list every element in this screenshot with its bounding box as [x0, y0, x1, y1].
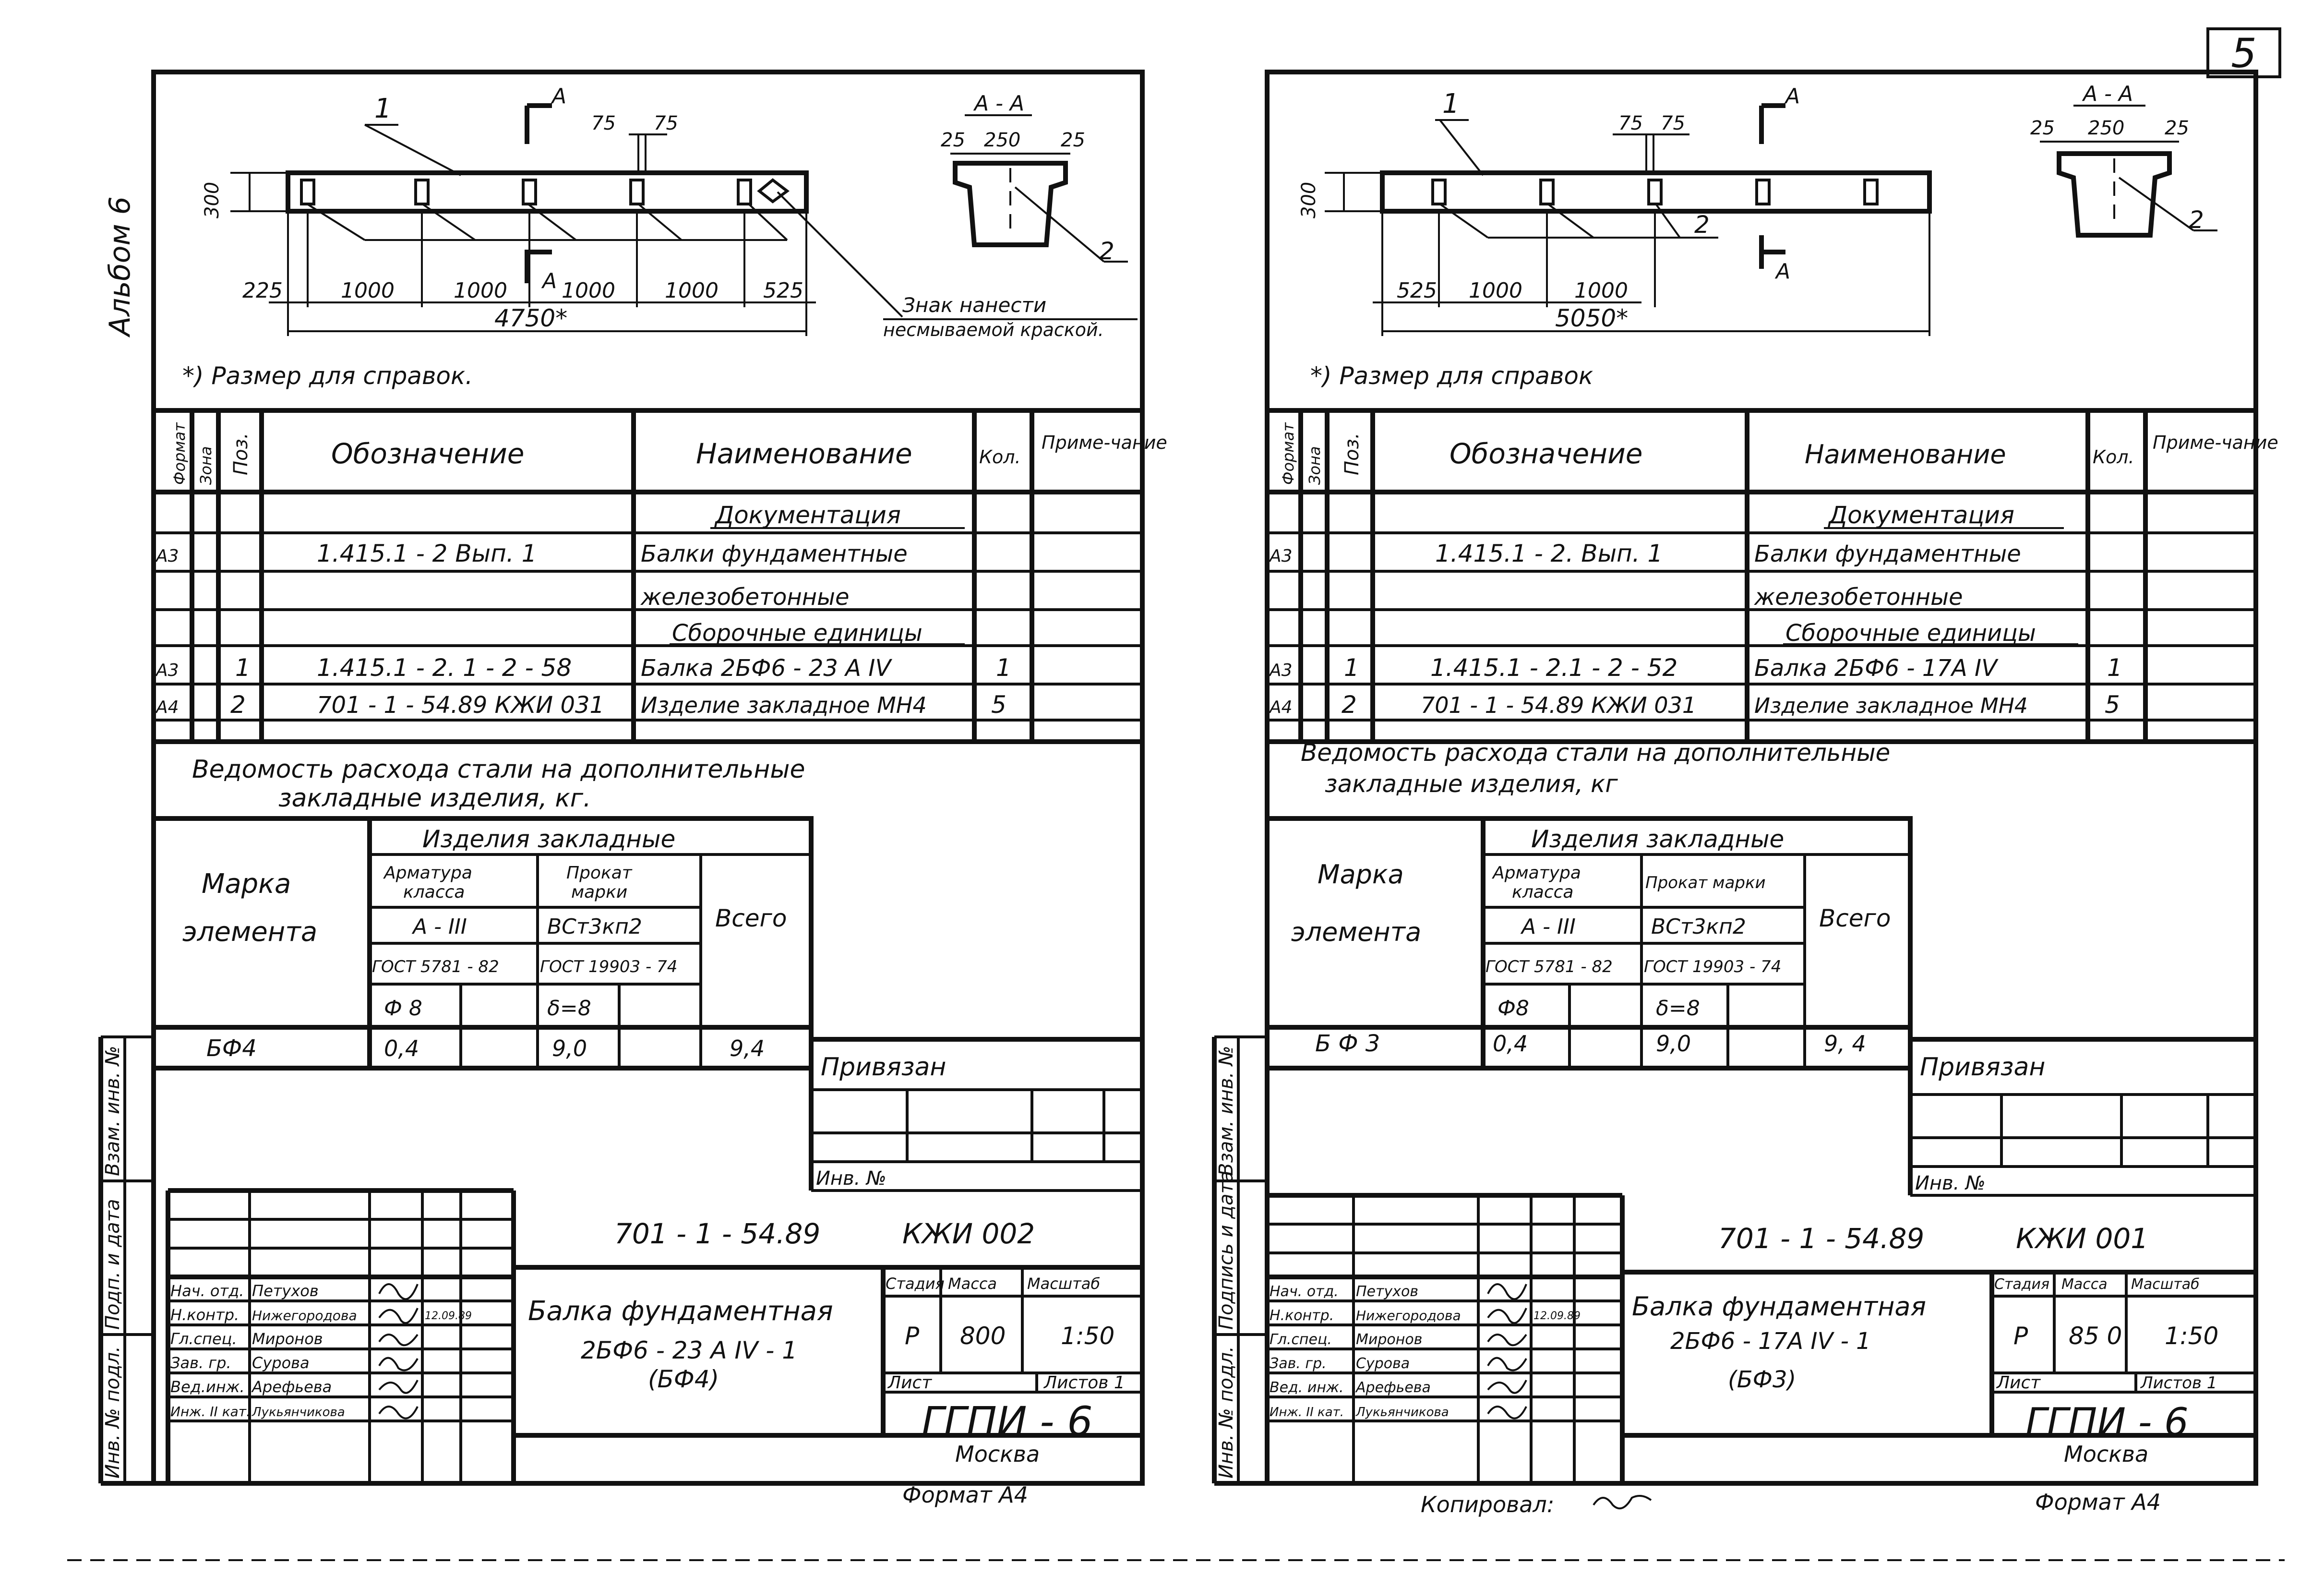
right-steel-total-val: 9, 4 — [1824, 1031, 1866, 1057]
right-stamp-org: ГГПИ - 6 — [2025, 1400, 2189, 1444]
left-section-pos: 2 — [1099, 237, 1114, 265]
right-spec-row-2-name: Балки фундаментные — [1754, 541, 2021, 567]
left-steel-title-2: закладные изделия, кг. — [278, 784, 591, 813]
left-binding-block — [811, 1039, 1142, 1191]
left-note-ref: *) Размер для справок. — [182, 362, 473, 390]
left-steel-rebar-val: 0,4 — [384, 1035, 419, 1061]
left-spec-row-5-designation: 1.415.1 - 2. 1 - 2 - 58 — [317, 654, 572, 682]
left-steel-title-1: Ведомость расхода стали на дополнительные — [192, 755, 805, 784]
right-stamp-sheet-h: Лист — [1997, 1373, 2041, 1393]
left-dim-bottom-1: 225 — [242, 278, 283, 303]
left-steel-total-val: 9,4 — [730, 1035, 765, 1061]
right-spec-header-note: Приме-чание — [2153, 432, 2278, 453]
left-warning-2: несмываемой краской. — [883, 319, 1104, 340]
left-spec-row-5-format: А3 — [156, 661, 179, 680]
right-copied-signature — [1593, 1496, 1651, 1508]
right-stamp-name-2: Нижегородова — [1356, 1308, 1461, 1323]
left-steel-profile-grade: ВСт3кп2 — [547, 914, 642, 939]
right-section-dim-2: 250 — [2088, 117, 2125, 139]
right-spacing-top-2: 75 — [1661, 112, 1685, 134]
right-title-block — [1267, 1195, 2256, 1517]
left-sheet — [101, 72, 1167, 1508]
right-dim-bottom-1: 525 — [1397, 278, 1437, 303]
right-stamp-name-4: Сурова — [1356, 1355, 1410, 1372]
left-stamp-name-2: Нижегородова — [252, 1308, 357, 1323]
left-stamp-title-3: (БФ4) — [648, 1365, 719, 1393]
right-dim-bottom-3: 1000 — [1574, 278, 1628, 303]
right-spec-row-2-format: А3 — [1270, 546, 1293, 566]
left-stamp-format: Формат А4 — [902, 1482, 1028, 1508]
right-steel-rebar-val: 0,4 — [1493, 1031, 1528, 1057]
right-embedded-plates — [1433, 180, 1877, 204]
left-part-label: 1 — [374, 93, 392, 124]
right-steel-total-label: Всего — [1819, 904, 1891, 932]
left-spec-row-5-pos: 1 — [235, 654, 251, 682]
left-steel-group-label: Изделия закладные — [422, 825, 676, 853]
right-spec-row-6-name: Изделие закладное МН4 — [1754, 694, 2028, 718]
left-spec-header-name: Наименование — [696, 437, 912, 470]
right-spec-header-pos: Поз. — [1341, 433, 1363, 475]
right-stamp-copied: Копировал: — [1421, 1492, 1555, 1517]
right-steel-mark: Б Ф 3 — [1315, 1030, 1380, 1057]
left-spec-row-3-name: железобетонные — [641, 584, 850, 611]
right-steel-rebar-size: Ф8 — [1497, 996, 1529, 1021]
right-stamp-doc: КЖИ 001 — [2016, 1222, 2149, 1255]
right-steel-title-2: закладные изделия, кг — [1325, 770, 1618, 798]
right-spec-table — [1267, 410, 2278, 742]
right-spacing-top-1: 75 — [1618, 112, 1643, 134]
right-stamp-format: Формат А4 — [2035, 1489, 2161, 1515]
right-steel-rebar-label-2: класса — [1512, 882, 1574, 902]
right-stamp-date: 12.09.89 — [1533, 1310, 1581, 1322]
right-spec-row-3-name: железобетонные — [1754, 584, 1963, 611]
right-spec-row-6-designation: 701 - 1 - 54.89 КЖИ 031 — [1421, 692, 1697, 718]
left-side-label-swap: Взам. инв. № — [102, 1046, 124, 1176]
right-spec-header-name: Наименование — [1805, 439, 2006, 469]
left-embedded-plates — [301, 180, 751, 204]
right-section-view — [2030, 82, 2217, 235]
right-side-label-swap: Взам. инв. № — [1215, 1046, 1237, 1176]
right-spec-row-5-format: А3 — [1270, 661, 1293, 680]
left-title-block — [168, 1191, 1142, 1508]
right-spec-row-6-format: А4 — [1270, 698, 1293, 717]
left-stamp-role-1: Нач. отд. — [170, 1282, 244, 1300]
left-stamp-name-5: Арефьева — [252, 1378, 332, 1396]
left-spec-row-6-designation: 701 - 1 - 54.89 КЖИ 031 — [317, 692, 605, 719]
left-spec-table — [154, 410, 1167, 742]
left-steel-mark: БФ4 — [206, 1035, 257, 1062]
left-beam-body — [288, 173, 806, 211]
left-stamp-org: ГГПИ - 6 — [922, 1398, 1093, 1445]
right-weld-label: 2 — [1694, 211, 1710, 239]
right-stamp-name-6: Лукьянчикова — [1356, 1405, 1449, 1420]
right-stamp-role-3: Гл.спец. — [1270, 1331, 1332, 1348]
right-dim-height: 300 — [1298, 181, 1320, 218]
left-stamp-name-4: Сурова — [252, 1354, 310, 1372]
left-spec-row-2-designation: 1.415.1 - 2 Вып. 1 — [317, 540, 537, 567]
right-steel-rebar-gost: ГОСТ 5781 - 82 — [1485, 957, 1613, 976]
right-steel-profile-gost: ГОСТ 19903 - 74 — [1644, 957, 1782, 976]
right-sheet — [1214, 72, 2278, 1517]
left-dim-bottom-2: 1000 — [341, 278, 395, 303]
right-steel-rebar-label-1: Арматура — [1493, 863, 1581, 883]
right-steel-rebar-class: А - III — [1521, 914, 1576, 939]
right-part-label: 1 — [1442, 88, 1460, 120]
right-section-title: А - А — [2083, 82, 2133, 106]
left-side-label-inv: Инв. № подл. — [102, 1346, 124, 1479]
left-section-view — [941, 91, 1128, 265]
left-stamp-role-3: Гл.спец. — [170, 1330, 237, 1348]
left-spec-row-6-name: Изделие закладное МН4 — [641, 692, 927, 718]
right-steel-title-1: Ведомость расхода стали на дополнительные — [1301, 739, 1891, 767]
left-dim-bottom-4: 1000 — [562, 278, 615, 303]
right-stamp-name-5: Арефьева — [1356, 1379, 1431, 1396]
album-label: Альбом 6 — [103, 196, 137, 336]
left-steel-rebar-gost: ГОСТ 5781 - 82 — [372, 957, 499, 976]
right-spec-row-5-name: Балка 2БФ6 - 17А IV — [1754, 655, 1998, 682]
right-stamp-role-2: Н.контр. — [1270, 1307, 1334, 1324]
right-spec-row-1-name: Документация — [1829, 501, 2014, 529]
left-steel-profile-val: 9,0 — [552, 1035, 587, 1061]
left-section-mark-bottom: А — [542, 269, 557, 293]
left-section-title: А - А — [974, 91, 1025, 116]
right-spec-row-5-pos: 1 — [1344, 654, 1359, 682]
right-section-dim-3: 25 — [2165, 117, 2189, 139]
right-spec-header-zone: Зона — [1306, 446, 1324, 485]
left-stamp-name-3: Миронов — [252, 1330, 323, 1348]
right-steel-profile-size: δ=8 — [1656, 996, 1700, 1021]
right-stamp-title-1: Балка фундаментная — [1632, 1291, 1926, 1322]
right-steel-group-label: Изделия закладные — [1531, 825, 1785, 853]
right-spec-row-4-name: Сборочные единицы — [1785, 620, 2036, 647]
right-section-pos: 2 — [2189, 206, 2204, 234]
right-dim-bottom-2: 1000 — [1469, 278, 1522, 303]
right-note-ref: *) Размер для справок — [1310, 362, 1593, 390]
right-side-label-sign: Подпись и дата — [1215, 1170, 1237, 1330]
left-stamp-city: Москва — [955, 1441, 1040, 1467]
right-steel-element-label-1: Марка — [1318, 859, 1404, 890]
left-spec-row-2-name: Балки фундаментные — [641, 541, 908, 567]
right-stamp-role-1: Нач. отд. — [1270, 1283, 1339, 1300]
left-spec-header-qty: Кол. — [979, 446, 1021, 468]
left-stamp-stage: Р — [905, 1322, 920, 1350]
left-dim-bottom-5: 1000 — [665, 278, 719, 303]
left-stamp-role-5: Вед.инж. — [170, 1378, 245, 1396]
left-stamp-code: 701 - 1 - 54.89 — [614, 1217, 821, 1250]
left-spec-row-2-format: А3 — [156, 546, 179, 566]
right-stamp-sheets-h: Листов 1 — [2141, 1373, 2217, 1393]
left-steel-profile-size: δ=8 — [547, 996, 591, 1021]
left-binding-inv: Инв. № — [816, 1167, 886, 1190]
right-stamp-stage-h: Стадия — [1994, 1276, 2050, 1293]
right-spec-row-2-designation: 1.415.1 - 2. Вып. 1 — [1435, 540, 1663, 567]
right-spec-header-designation: Обозначение — [1450, 437, 1643, 470]
right-stamp-stage: Р — [2013, 1322, 2028, 1350]
left-spec-row-5-qty: 1 — [996, 654, 1011, 682]
left-spec-header-designation: Обозначение — [331, 437, 525, 470]
left-spec-header-format: Формат — [170, 422, 189, 485]
left-spec-row-6-qty: 5 — [991, 691, 1006, 719]
right-binding-block — [1910, 1039, 2256, 1195]
right-spec-row-6-qty: 5 — [2105, 691, 2120, 719]
left-steel-rebar-class: А - III — [413, 914, 467, 939]
left-section-dim-1: 25 — [941, 129, 965, 151]
left-steel-element-label-2: элемента — [182, 916, 318, 948]
right-section-dim-1: 25 — [2030, 117, 2055, 139]
right-side-label-inv: Инв. № подл. — [1215, 1346, 1237, 1479]
left-total-length: 4750* — [494, 304, 568, 332]
right-total-length: 5050* — [1555, 304, 1629, 332]
left-steel-profile-label-1: Прокат — [566, 863, 632, 883]
left-steel-rebar-size: Ф 8 — [384, 996, 422, 1021]
right-stamp-role-5: Вед. инж. — [1270, 1379, 1344, 1396]
left-stamp-date: 12.09.89 — [425, 1310, 472, 1322]
left-spec-header-note: Приме-чание — [1042, 432, 1167, 453]
right-stamp-city: Москва — [2064, 1441, 2149, 1467]
left-stamp-stage-h: Стадия — [886, 1275, 945, 1293]
left-spacing-top-1: 75 — [591, 112, 616, 134]
right-binding-label: Привязан — [1920, 1053, 2046, 1082]
left-spec-row-4-name: Сборочные единицы — [672, 620, 922, 647]
left-stamp-scale: 1:50 — [1061, 1322, 1115, 1350]
left-dim-height: 300 — [201, 181, 223, 218]
left-stamp-sheets-h: Листов 1 — [1044, 1373, 1125, 1393]
right-spec-header-format: Формат — [1279, 422, 1297, 485]
left-spec-header-pos: Поз. — [230, 433, 252, 475]
left-binding-label: Привязан — [821, 1053, 946, 1082]
left-stamp-role-4: Зав. гр. — [170, 1354, 231, 1372]
left-steel-rebar-label-1: Арматура — [384, 863, 472, 883]
left-side-label-sign: Подп. и дата — [102, 1199, 124, 1330]
left-stamp-title-1: Балка фундаментная — [528, 1296, 833, 1327]
left-section-dim-2: 250 — [984, 129, 1021, 151]
left-section-dim-3: 25 — [1061, 129, 1085, 151]
left-stamp-doc: КЖИ 002 — [902, 1217, 1035, 1250]
right-spec-header-qty: Кол. — [2093, 446, 2134, 468]
right-stamp-name-1: Петухов — [1356, 1283, 1419, 1300]
left-steel-table — [154, 755, 811, 1068]
left-spec-row-6-pos: 2 — [230, 691, 246, 719]
right-spec-row-5-qty: 1 — [2107, 654, 2122, 682]
left-dim-bottom-3: 1000 — [454, 278, 507, 303]
right-stamp-mass: 85 0 — [2069, 1322, 2122, 1350]
left-stamp-role-6: Инж. II кат. — [170, 1404, 251, 1420]
left-stamp-title-2: 2БФ6 - 23 А IV - 1 — [581, 1336, 798, 1364]
right-steel-table — [1267, 739, 1910, 1068]
left-stamp-name-6: Лукьянчикова — [252, 1405, 345, 1420]
right-binding-inv: Инв. № — [1915, 1172, 1986, 1194]
left-steel-rebar-label-2: класса — [403, 882, 465, 902]
right-stamp-role-4: Зав. гр. — [1270, 1355, 1327, 1372]
left-stamp-sheet-h: Лист — [888, 1373, 932, 1393]
right-stamp-title-2: 2БФ6 - 17А IV - 1 — [1670, 1328, 1871, 1355]
left-dim-bottom-6: 525 — [763, 278, 803, 303]
left-steel-element-label-1: Марка — [202, 868, 291, 900]
right-beam-drawing — [1298, 82, 2217, 390]
right-section-mark-bottom: А — [1776, 259, 1791, 284]
left-steel-profile-gost: ГОСТ 19903 - 74 — [540, 957, 678, 976]
left-steel-total-label: Всего — [715, 904, 787, 932]
left-stamp-mass: 800 — [960, 1322, 1006, 1350]
left-section-mark-top: А — [552, 84, 567, 108]
left-spec-row-5-name: Балка 2БФ6 - 23 А IV — [641, 655, 891, 682]
right-stamp-scale-h: Масштаб — [2131, 1276, 2200, 1293]
right-stamp-code: 701 - 1 - 54.89 — [1718, 1222, 1925, 1255]
right-stamp-title-3: (БФ3) — [1728, 1366, 1797, 1393]
left-stamp-mass-h: Масса — [948, 1275, 997, 1293]
right-spec-row-6-pos: 2 — [1342, 691, 1357, 719]
left-stamp-name-1: Петухов — [252, 1282, 319, 1300]
left-spec-row-6-format: А4 — [156, 698, 179, 717]
left-spacing-top-2: 75 — [654, 112, 678, 134]
left-stamp-role-2: Н.контр. — [170, 1306, 240, 1324]
right-spec-row-5-designation: 1.415.1 - 2.1 - 2 - 52 — [1430, 654, 1678, 682]
right-stamp-role-6: Инж. II кат. — [1270, 1405, 1344, 1420]
right-stamp-mass-h: Масса — [2061, 1276, 2108, 1293]
right-stamp-name-3: Миронов — [1356, 1331, 1423, 1348]
right-steel-profile-label-1: Прокат марки — [1645, 873, 1766, 892]
right-steel-profile-val: 9,0 — [1656, 1031, 1691, 1057]
left-warning-1: Знак нанести — [902, 293, 1047, 317]
right-steel-profile-grade: ВСт3кп2 — [1651, 914, 1746, 939]
left-stamp-scale-h: Масштаб — [1027, 1275, 1101, 1293]
right-section-mark-top: А — [1785, 84, 1800, 108]
right-stamp-scale: 1:50 — [2165, 1322, 2219, 1350]
left-spec-header-zone: Зона — [197, 446, 215, 485]
left-beam-drawing — [182, 84, 1138, 390]
left-spec-row-1-name: Документация — [715, 501, 901, 529]
left-steel-profile-label-2: марки — [571, 882, 628, 902]
page-number: 5 — [2231, 30, 2257, 77]
right-steel-element-label-2: элемента — [1291, 917, 1422, 947]
